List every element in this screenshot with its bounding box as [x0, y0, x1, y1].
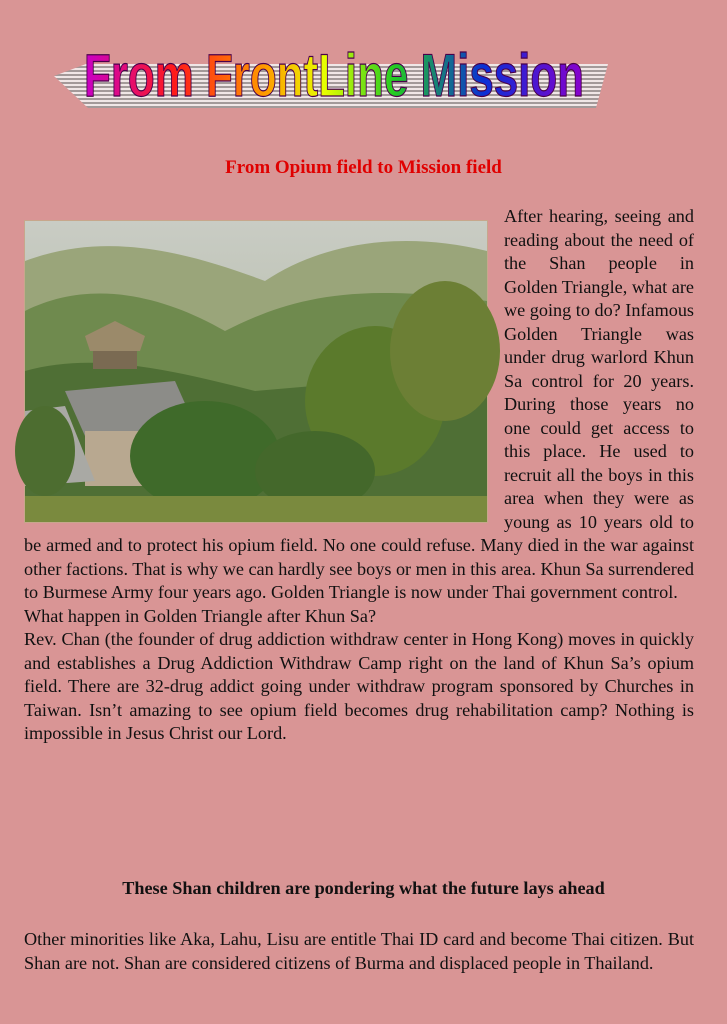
paragraph-3: Other minorities like Aka, Lahu, Lisu are entitle Thai ID card and become Thai citizen. But Shan are not. Shan are considered citizens of Burma and displaced people in Thailand.	[24, 929, 694, 973]
banner-title-text: From FrontLine Mission	[84, 42, 584, 109]
article-body	[24, 205, 694, 746]
section-heading: These Shan children are pondering what the future lays ahead	[122, 878, 605, 898]
landscape-photo-icon	[24, 220, 488, 523]
paragraph-2: Rev. Chan (the founder of drug addiction withdraw center in Hong Kong) moves in quickly and establishes a Drug Addiction Withdraw Camp right on the land of Khun Sa’s opium field. There are 32-drug addict going under withdraw program sponsored by Churches in Taiwan. Isn’t amazing to see opium field becomes drug rehabilitation camp? Nothing is impossible in Jesus Christ our Lord.	[24, 629, 694, 743]
question-line: What happen in Golden Triangle after Khun Sa?	[24, 605, 377, 626]
article-subtitle: From Opium field to Mission field	[225, 157, 502, 178]
banner-title	[48, 24, 608, 116]
paragraph-1: After hearing, seeing and reading about the need of the Shan people in Golden Triangle, what are we going to do? Infamous Golden Triangle was under drug warlord Khun Sa control for 20 years. During those years no one could get access to this place. He used to recruit all the boys in this area when they were as young as 10 years old to be armed and to protect his opium field. No one could refuse. Many died in the war against other factions. That is why we can hardly see boys or men in this area. Khun Sa surrendered to Burmese Army four years ago. Golden Triangle is now under Thai government control.	[24, 206, 694, 602]
